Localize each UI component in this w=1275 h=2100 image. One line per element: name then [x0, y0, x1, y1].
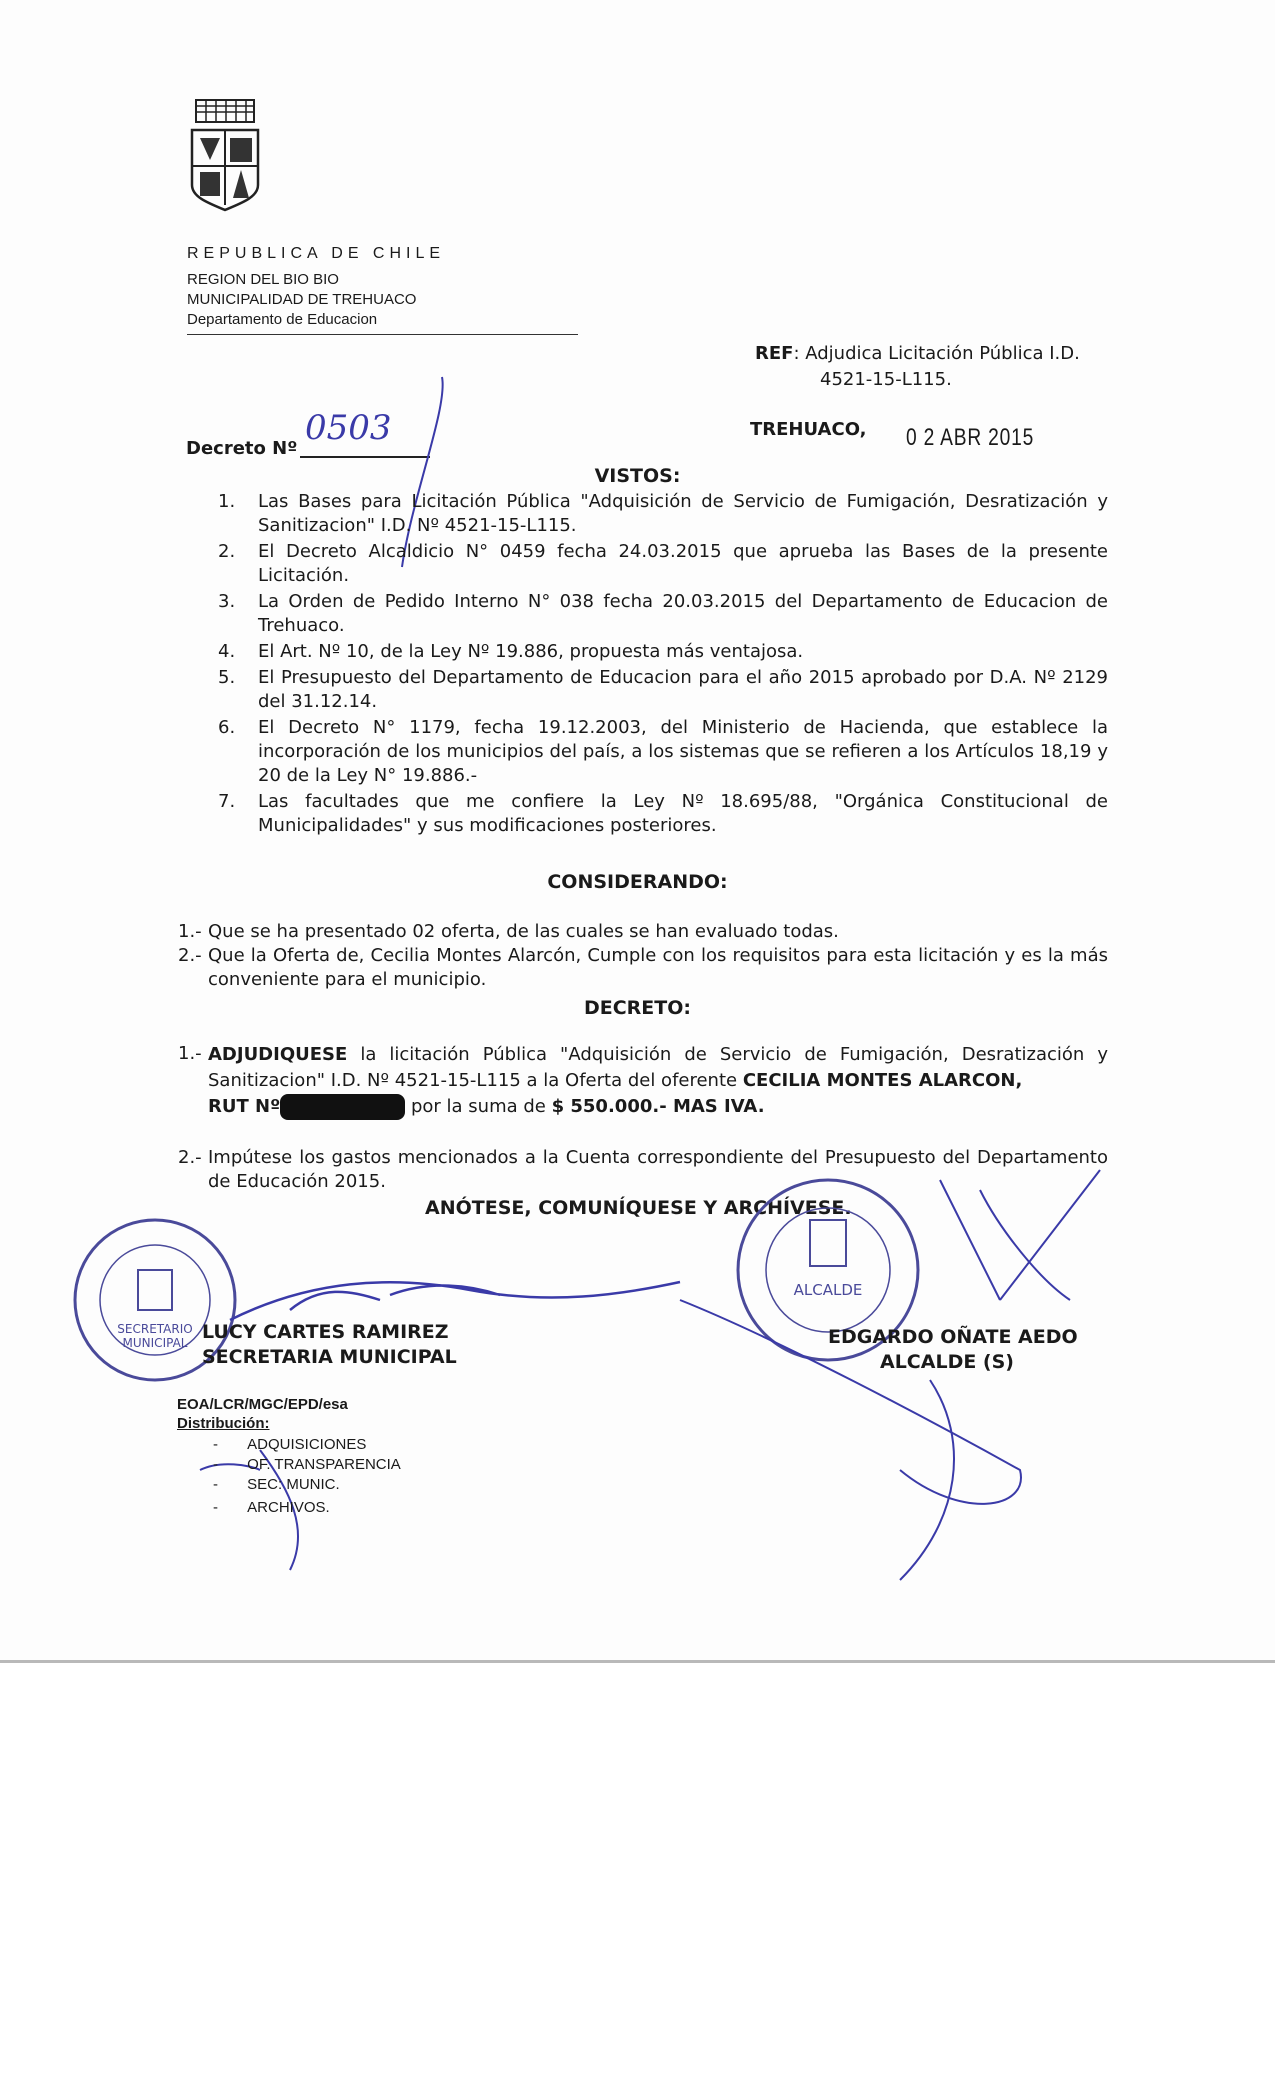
country-heading: REPUBLICA DE CHILE: [187, 245, 446, 262]
vistos-list: [218, 490, 1108, 840]
date-stamp: 0 2 ABR 2015: [906, 424, 1035, 451]
ref-text: : Adjudica Licitación Pública I.D.: [793, 343, 1080, 364]
list-item: - ARCHIVOS.: [213, 1499, 330, 1516]
list-item: - OF. TRANSPARENCIA: [213, 1456, 401, 1473]
considerando-title: CONSIDERANDO:: [547, 871, 728, 893]
list-item: - ADQUISICIONES: [213, 1436, 367, 1453]
vistos-title: VISTOS:: [594, 465, 681, 487]
decree-label: Decreto Nº: [186, 438, 298, 459]
list-item: 2.- Que la Oferta de, Cecilia Montes Alarcón, Cumple con los requisitos para esta licitación y es la más conveniente para el municipio.: [178, 945, 1108, 990]
redacted-rut: [280, 1094, 405, 1120]
ref-id: 4521-15-L115.: [820, 369, 952, 390]
list-item: 3. La Orden de Pedido Interno N° 038 fecha 20.03.2015 del Departamento de Educacion de Trehuaco.: [218, 591, 1108, 636]
svg-text:MUNICIPAL: MUNICIPAL: [122, 1336, 188, 1350]
signature-strokes-icon: [140, 1150, 1120, 1610]
list-item: 5. El Presupuesto del Departamento de Educacion para el año 2015 aprobado por D.A. Nº 2129 del 31.12.14.: [218, 667, 1108, 712]
header-divider: [187, 334, 578, 335]
initials: EOA/LCR/MGC/EPD/esa: [177, 1396, 348, 1413]
municipality-line: MUNICIPALIDAD DE TREHUACO: [187, 291, 417, 308]
list-item: 4. El Art. Nº 10, de la Ley Nº 19.886, propuesta más ventajosa.: [218, 641, 804, 662]
region-line: REGION DEL BIO BIO: [187, 271, 339, 288]
mayor-name: EDGARDO OÑATE AEDO: [828, 1326, 1078, 1348]
closing-formula: ANÓTESE, COMUNÍQUESE Y ARCHÍVESE.: [425, 1197, 852, 1219]
list-item: 2. El Decreto Alcaldicio N° 0459 fecha 24.03.2015 que aprueba las Bases de la presente Licitación.: [218, 541, 1108, 586]
department-line: Departamento de Educacion: [187, 311, 378, 328]
svg-text:SECRETARIO: SECRETARIO: [117, 1322, 193, 1336]
list-item: - SEC: MUNIC.: [213, 1476, 340, 1493]
decree-number: 0503: [305, 408, 392, 448]
place: TREHUACO,: [750, 419, 867, 440]
reference: [755, 342, 1080, 366]
distribution-list: [213, 1435, 401, 1518]
considerando-list: [178, 920, 1108, 992]
secretary-title: SECRETARIA MUNICIPAL: [202, 1346, 457, 1368]
municipal-crest-icon: [188, 98, 263, 213]
decree-item-1: 1.- ADJUDIQUESE la licitación Pública "Adquisición de Servicio de Fumigación, Desratización y Sanitizacion" I.D. Nº 4521-15-L115 a la Oferta del oferente CECILIA MONTES ALARCON, RUT Nº por la suma de $ 550.000.- MAS IVA.: [178, 1042, 1108, 1120]
svg-text:ALCALDE: ALCALDE: [793, 1281, 863, 1299]
ref-label: REF: [755, 343, 794, 364]
list-item: 1.- Que se ha presentado 02 oferta, de las cuales se han evaluado todas.: [178, 921, 839, 942]
decree-item-2: 2.- Impútese los gastos mencionados a la Cuenta correspondiente del Presupuesto del Departamento de Educación 2015.: [178, 1147, 1108, 1192]
decreto-title: DECRETO:: [583, 997, 691, 1019]
list-item: 7. Las facultades que me confiere la Ley Nº 18.695/88, "Orgánica Constitucional de Municipalidades" y sus modificaciones posteriores.: [218, 791, 1108, 836]
mayor-title: ALCALDE (S): [880, 1351, 1014, 1373]
secretary-name: LUCY CARTES RAMIREZ: [202, 1321, 449, 1343]
list-item: 6. El Decreto N° 1179, fecha 19.12.2003, del Ministerio de Hacienda, que establece la incorporación de los municipios del país, a los sistemas que se refieren a los Artículos 18,19 y 20 de la Ley N° 19.886.-: [218, 717, 1108, 786]
list-item: 1. Las Bases para Licitación Pública "Adquisición de Servicio de Fumigación, Desratización y Sanitizacion" I.D. Nº 4521-15-L115.: [218, 491, 1108, 536]
distribution-label: Distribución:: [177, 1415, 270, 1432]
